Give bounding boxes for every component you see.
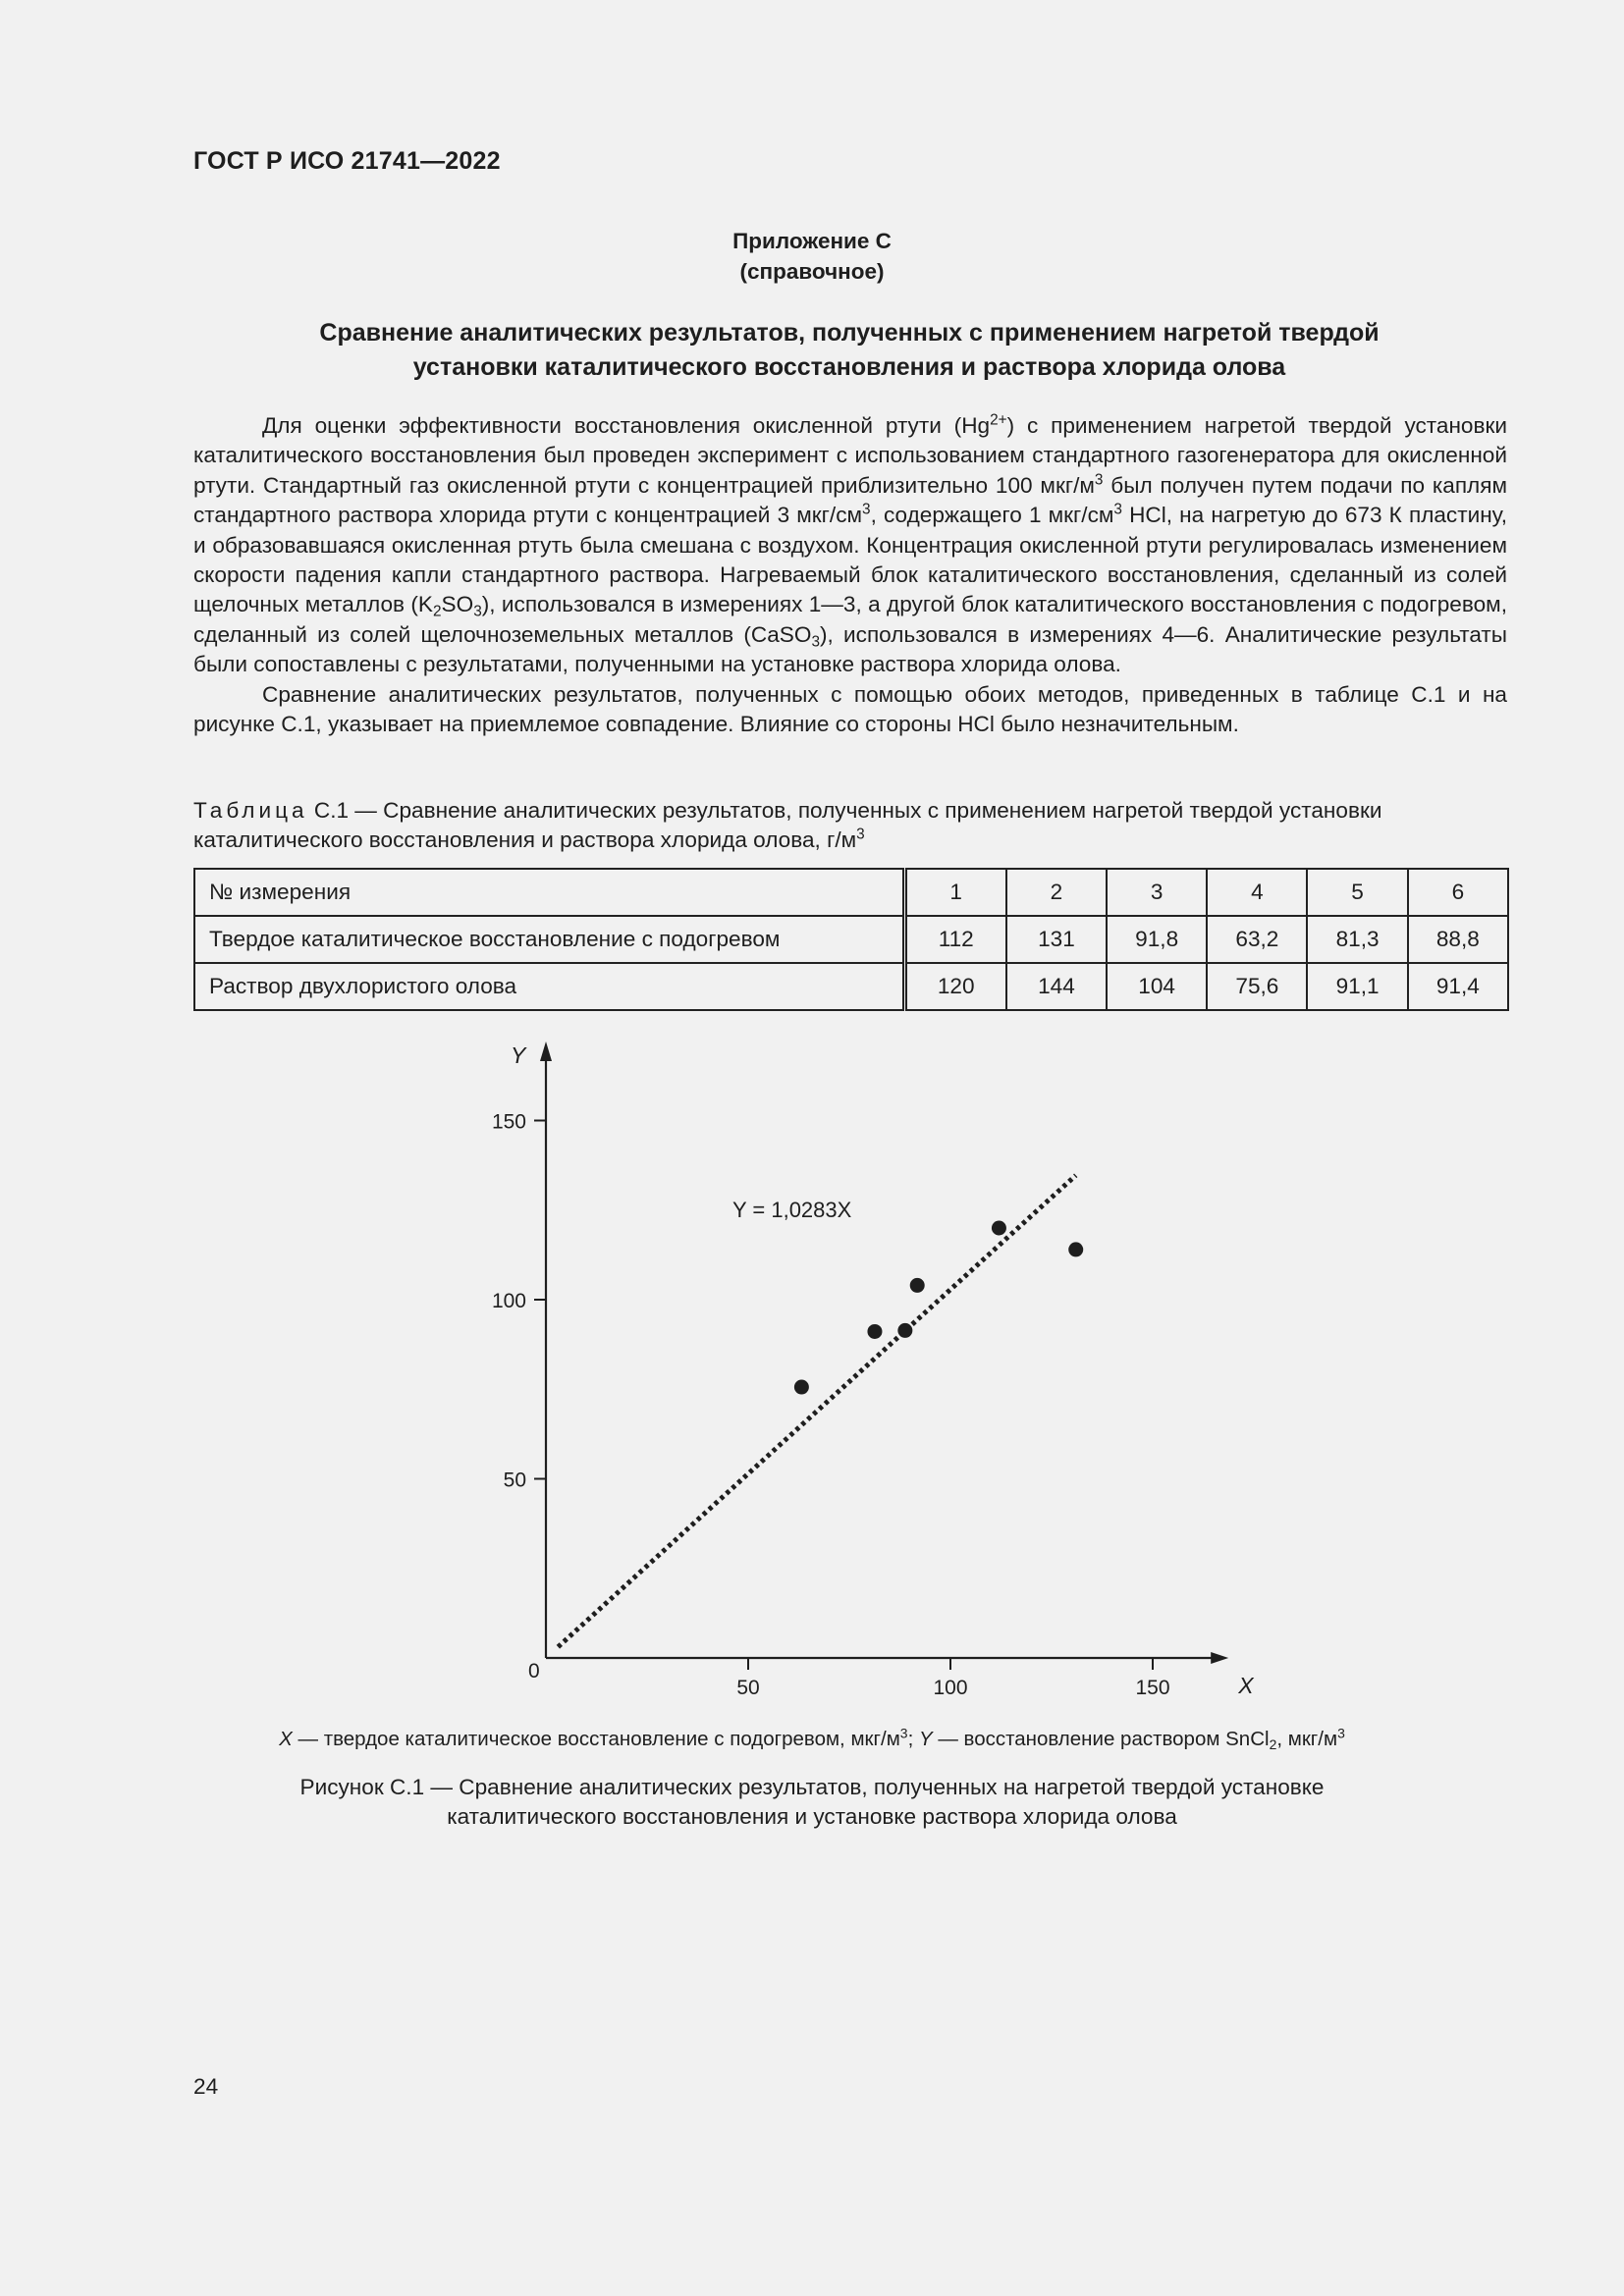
x-axis-arrow: [1211, 1652, 1228, 1664]
data-point: [910, 1278, 925, 1293]
document-header: ГОСТ Р ИСО 21741—2022: [193, 147, 501, 175]
p1-text-b: ) с применением нагретой твердой установки каталитического восстановления был проведен эксперимент с использованием стандартного газогенератора для окисленной ртути. Стандартный газ окисленной ртути с концентрацией приблизительно 100 мкг/м: [193, 413, 1508, 498]
data-point: [992, 1221, 1006, 1236]
section-title-line-2: установки каталитического восстановления и раствора хлорида олова: [412, 353, 1286, 381]
figure-caption: [0, 1773, 1624, 1832]
table-cell: 91,8: [1107, 916, 1207, 963]
table-cell: 2: [1006, 869, 1107, 916]
table-cell: 4: [1207, 869, 1307, 916]
table-row-label: № измерения: [194, 869, 904, 916]
regression-line: [558, 1175, 1075, 1646]
x-tick-label: 100: [933, 1677, 968, 1699]
section-title-line-1: Сравнение аналитических результатов, полученных с применением нагретой твердой: [319, 319, 1380, 347]
table-cell: 91,1: [1307, 963, 1407, 1010]
legend-y-sub: 2: [1269, 1736, 1277, 1753]
appendix-kind: (справочное): [739, 259, 885, 284]
chart-layer: [492, 1041, 1255, 1699]
legend-sep: ;: [907, 1728, 919, 1750]
legend-y-var: Y: [918, 1728, 933, 1750]
y-tick-label: 150: [491, 1110, 526, 1134]
p1-text-a: Для оценки эффективности восстановления окисленной ртути (Hg: [262, 413, 991, 438]
table-cell: 112: [904, 916, 1006, 963]
p1-text-f: SO: [441, 592, 474, 617]
y-axis-arrow: [540, 1041, 552, 1061]
regression-label: Y = 1,0283X: [732, 1198, 852, 1222]
p1-text-g: ), использовался в измерениях 1—3, а другой блок каталитического восстановления с подогревом, сделанный из солей щелочноземельных металлов (CaSO: [193, 592, 1507, 647]
x-axis-label: X: [1238, 1673, 1254, 1698]
p1-sub-e: 2: [432, 604, 442, 621]
origin-label: 0: [528, 1660, 540, 1682]
appendix-title: Приложение С: [732, 229, 892, 253]
table-cell: 81,3: [1307, 916, 1407, 963]
table-caption-sup: 3: [856, 826, 865, 843]
x-tick-label: 150: [1135, 1677, 1170, 1699]
table-cell: 75,6: [1207, 963, 1307, 1010]
p1-text-e: HCl, на нагретую до 673 К пластину, и образовавшаяся окисленная ртуть была смешана с воздухом. Концентрация окисленной ртути регулировалась изменением скорости падения капли стандартного раствора. Нагреваемый блок каталитического восстановления, сделанный из солей щелочных металлов (K: [193, 503, 1507, 617]
table-cell: 88,8: [1408, 916, 1508, 963]
p1-text-d: , содержащего 1 мкг/см: [870, 503, 1114, 528]
legend-y-text: — восстановление раствором SnCl: [932, 1728, 1270, 1750]
table-caption-text: С.1 — Сравнение аналитических результатов, полученных с применением нагретой твердой установки каталитического восстановления и раствора хлорида олова, г/м: [193, 798, 1382, 852]
legend-x-sup: 3: [899, 1725, 908, 1741]
p1-sub-f: 3: [473, 604, 482, 621]
x-tick-label: 50: [736, 1677, 760, 1699]
table-cell: 63,2: [1207, 916, 1307, 963]
table-row-label: Раствор двухлористого олова: [194, 963, 904, 1010]
legend-y-unit: , мкг/м: [1276, 1728, 1338, 1750]
data-point: [867, 1324, 882, 1339]
table-cell: 131: [1006, 916, 1107, 963]
table-cell: 1: [904, 869, 1006, 916]
data-point: [1068, 1242, 1083, 1256]
table-row-label: Твердое каталитическое восстановление с подогревом: [194, 916, 904, 963]
table-cell: 120: [904, 963, 1006, 1010]
y-tick-label: 50: [503, 1468, 526, 1492]
p1-sup-a: 2+: [990, 411, 1007, 429]
data-point: [794, 1380, 809, 1395]
table-cell: 91,4: [1408, 963, 1508, 1010]
table-caption-label: Таблица: [193, 798, 308, 823]
legend-x-var: X: [279, 1728, 293, 1750]
p1-sup-d: 3: [1113, 501, 1122, 518]
table-cell: 6: [1408, 869, 1508, 916]
table-cell: 144: [1006, 963, 1107, 1010]
p1-sup-c: 3: [862, 501, 871, 518]
data-point: [897, 1323, 912, 1338]
p1-sup-b: 3: [1094, 471, 1104, 489]
legend-y-sup: 3: [1337, 1725, 1345, 1741]
table-cell: 3: [1107, 869, 1207, 916]
page-number: 24: [193, 2074, 219, 2099]
legend-x-text: — твердое каталитическое восстановление с подогревом, мкг/м: [292, 1728, 900, 1750]
p1-text-c: был получен путем подачи по каплям стандартного раствора хлорида ртути с концентрацией 3 мкг/см: [193, 472, 1508, 528]
figure-caption-line-1: Рисунок С.1 — Сравнение аналитических результатов, полученных на нагретой твердой установке: [299, 1775, 1325, 1799]
table-cell: 5: [1307, 869, 1407, 916]
y-axis-label: Y: [511, 1042, 526, 1068]
p1-text-h: ), использовался в измерениях 4—6. Аналитические результаты были сопоставлены с результатами, полученными на установке раствора хлорида олова.: [193, 621, 1507, 677]
figure-legend: [0, 1725, 1624, 1753]
paragraph-2: Сравнение аналитических результатов, полученных с помощью обоих методов, приведенных в таблице С.1 и на рисунке С.1, указывает на приемлемое совпадение. Влияние со стороны HCl было незначительным.: [193, 681, 1507, 737]
table-cell: 104: [1107, 963, 1207, 1010]
figure-caption-line-2: каталитического восстановления и установке раствора хлорида олова: [447, 1804, 1177, 1829]
y-tick-label: 100: [491, 1290, 526, 1312]
p1-sub-g: 3: [811, 633, 820, 651]
